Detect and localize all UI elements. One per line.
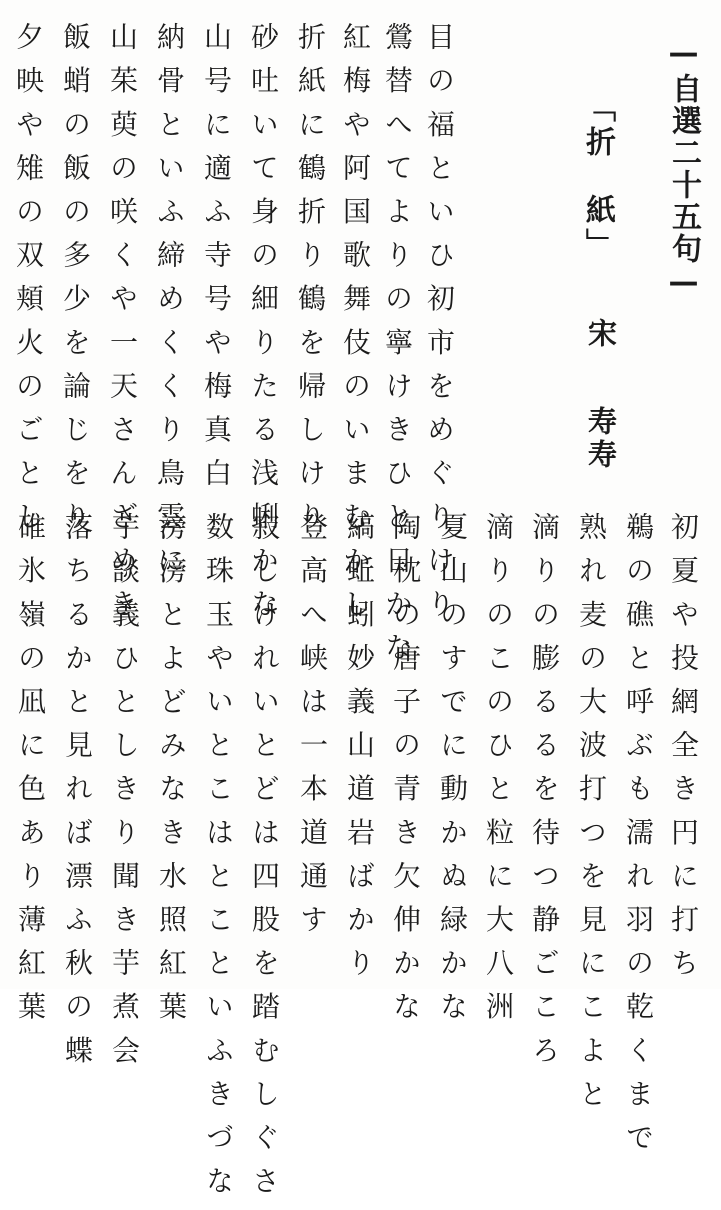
haiku-upper-8: 山茱萸の咲くや一天さんざめき (106, 22, 139, 633)
haiku-upper-1: 目の福といひ初市をめぐりけり (423, 22, 456, 633)
haiku-lower-5: 滴りのこのひと粒に大八洲 (482, 512, 515, 1036)
haiku-upper-2: 鶯替へてよりの寧けきひと日かな (381, 22, 414, 676)
section-title: —自選二十五句— (666, 36, 701, 302)
haiku-lower-9: 登高へ峡は一本道通す (296, 512, 329, 948)
haiku-lower-3: 熟れ麦の大波打つを見にこよと (575, 512, 608, 1123)
haiku-lower-7: 陶枕の唐子の青き欠伸かな (389, 512, 422, 1036)
haiku-lower-14: 落ちるかと見れば漂ふ秋の蝶 (61, 512, 94, 1079)
haiku-upper-3: 紅梅や阿国歌舞伎のいまむかし (339, 22, 372, 633)
haiku-lower-4: 滴りの膨るるを待つ静ごころ (528, 512, 561, 1079)
haiku-lower-2: 鵜の礁と呼ぶも濡れ羽の乾くまで (622, 512, 655, 1166)
author-given-name: 寿寿 (584, 406, 618, 472)
haiku-upper-10: 夕映や雉の双頬火のごとし (12, 22, 45, 546)
haiku-upper-7: 納骨といふ締めくくり鳥雲に (153, 22, 186, 589)
work-title: 「折 紙」 (580, 92, 615, 262)
haiku-lower-10: 寂しけれいとどは四股を踏むしぐさ (248, 512, 281, 1210)
haiku-lower-1: 初夏や投網全き円に打ち (667, 512, 700, 992)
haiku-upper-5: 砂吐いて身の細りたる浅蜊かな (247, 22, 280, 633)
haiku-lower-13: 芋談義ひとしきり聞き芋煮会 (108, 512, 141, 1079)
haiku-lower-8: 縞蚯蚓妙義山道岩ばかり (343, 512, 376, 992)
haiku-lower-6: 夏山のすでに動かぬ緑かな (436, 512, 469, 1036)
author-surname: 宋 (584, 318, 618, 351)
haiku-lower-11: 数珠玉やいとこはとこといふきづな (202, 512, 235, 1210)
haiku-upper-9: 飯蛸の飯の多少を論じをり (59, 22, 92, 546)
haiku-upper-6: 山号に適ふ寺号や梅真白 (200, 22, 233, 502)
haiku-lower-15: 碓氷嶺の凪に色あり薄紅葉 (14, 512, 47, 1036)
haiku-lower-12: 滂滂とよどみなき水照紅葉 (155, 512, 188, 1036)
haiku-upper-4: 折紙に鶴折り鶴を帰しけり (294, 22, 327, 546)
